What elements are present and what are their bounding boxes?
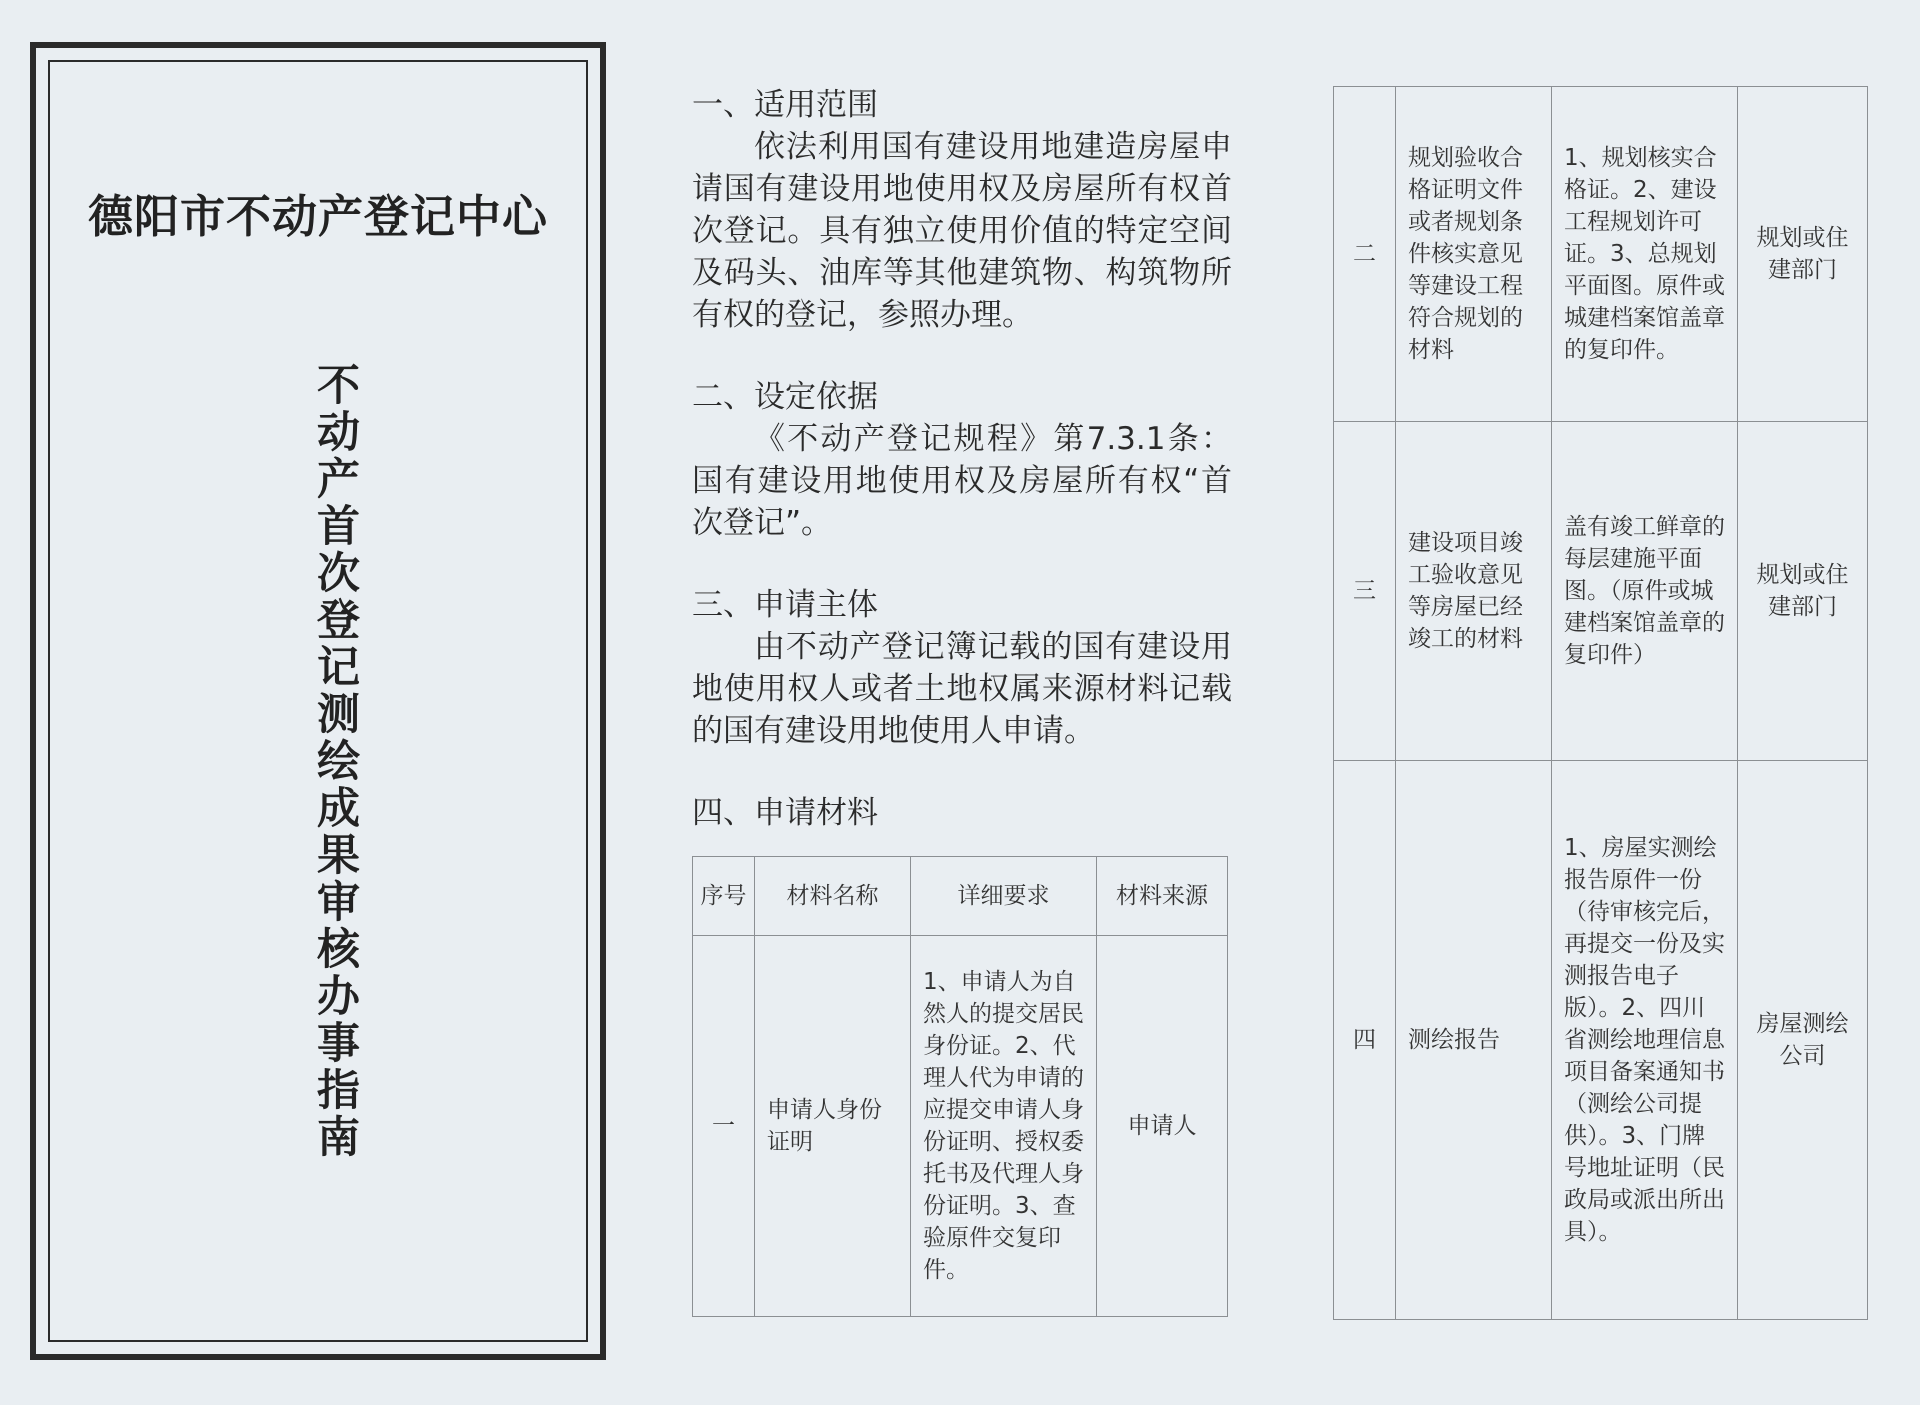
section-heading: 二、设定依据	[692, 379, 878, 415]
section-body: 依法利用国有建设用地建造房屋申请国有建设用地使用权及房屋所有权首次登记。具有独立使用价值的特定空间及码头、油库等其他建筑物、构筑物所有权的登记，参照办理。	[692, 129, 1232, 333]
guide-text-column	[692, 84, 1232, 874]
section-heading: 一、适用范围	[692, 87, 878, 123]
section-scope	[692, 84, 1232, 336]
row-number: 二	[1334, 87, 1396, 422]
table-header-row	[693, 857, 1228, 936]
material-name: 建设项目竣工验收意见等房屋已经竣工的材料	[1396, 422, 1552, 761]
material-source: 房屋测绘公司	[1738, 761, 1868, 1320]
section-body: 《不动产登记规程》第7.3.1条：国有建设用地使用权及房屋所有权“首次登记”。	[692, 421, 1232, 541]
material-source: 规划或住建部门	[1738, 87, 1868, 422]
material-requirement: 盖有竣工鲜章的每层建施平面图。（原件或城建档案馆盖章的复印件）	[1552, 422, 1738, 761]
guide-title: 不动产首次登记测绘成果审核办事指南	[310, 362, 360, 1161]
row-number: 一	[693, 936, 755, 1317]
section-heading: 四、申请材料	[692, 795, 878, 831]
row-number: 三	[1334, 422, 1396, 761]
material-name: 申请人身份证明	[755, 936, 911, 1317]
column-header-name: 材料名称	[755, 857, 911, 936]
material-name: 测绘报告	[1396, 761, 1552, 1320]
column-header-requirement: 详细要求	[911, 857, 1097, 936]
material-requirement: 1、房屋实测绘报告原件一份（待审核完后，再提交一份及实测报告电子版）。2、四川省测绘地理信息项目备案通知书（测绘公司提供）。3、门牌号地址证明（民政局或派出所出具）。	[1552, 761, 1738, 1320]
column-header-source: 材料来源	[1097, 857, 1228, 936]
material-requirement: 1、规划核实合格证。2、建设工程规划许可证。3、总规划平面图。原件或城建档案馆盖章的复印件。	[1552, 87, 1738, 422]
section-body: 由不动产登记簿记载的国有建设用地使用权人或者土地权属来源材料记载的国有建设用地使用人申请。	[692, 629, 1232, 749]
material-source: 规划或住建部门	[1738, 422, 1868, 761]
org-name: 德阳市不动产登记中心	[87, 190, 548, 243]
column-header-no: 序号	[693, 857, 755, 936]
section-basis	[692, 376, 1232, 544]
materials-table-part1	[692, 856, 1228, 1317]
table-row	[693, 936, 1228, 1317]
section-materials	[692, 792, 1232, 834]
material-name: 规划验收合格证明文件或者规划条件核实意见等建设工程符合规划的材料	[1396, 87, 1552, 422]
table-row	[1334, 87, 1868, 422]
section-applicant	[692, 584, 1232, 752]
section-heading: 三、申请主体	[692, 587, 878, 623]
material-requirement: 1、申请人为自然人的提交居民身份证。2、代理人代为申请的应提交申请人身份证明、授权委托书及代理人身份证明。3、查验原件交复印件。	[911, 936, 1097, 1317]
materials-table-part2	[1333, 86, 1868, 1320]
table-row	[1334, 761, 1868, 1320]
cover-panel	[30, 42, 606, 1360]
table-row	[1334, 422, 1868, 761]
cover-inner-border	[48, 60, 588, 1342]
material-source: 申请人	[1097, 936, 1228, 1317]
row-number: 四	[1334, 761, 1396, 1320]
